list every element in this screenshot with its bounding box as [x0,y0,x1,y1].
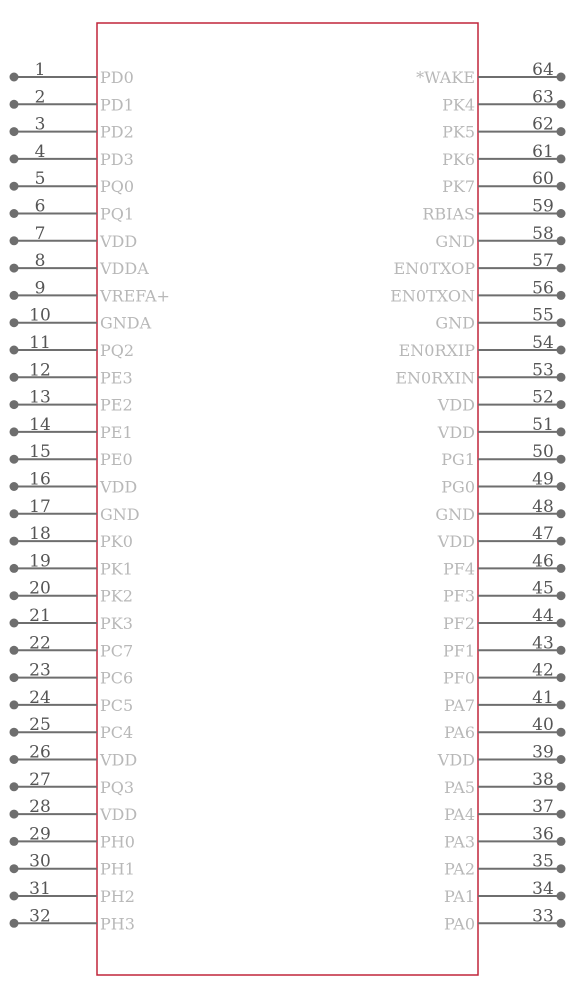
pin-7 [10,224,138,251]
pin-name: PA5 [443,777,475,797]
pin-number: 46 [532,551,554,572]
pin-number: 11 [29,333,51,353]
pin-48 [435,497,565,524]
pin-name: PF0 [442,668,475,688]
pin-number: 61 [532,141,554,162]
pin-4 [10,142,134,169]
pin-number: 44 [532,606,554,626]
pin-name: PK2 [100,586,133,606]
pin-name: GND [435,313,475,333]
pin-name: PE3 [100,368,133,388]
pin-endpoint-dot [10,482,19,491]
pin-endpoint-dot [10,127,19,136]
pin-name: EN0TXOP [393,259,475,279]
pin-number: 51 [532,414,554,435]
pin-number: 52 [532,387,554,408]
pin-51 [437,415,566,442]
pin-number: 2 [34,87,46,108]
pin-endpoint-dot [557,73,566,82]
pin-endpoint-dot [10,619,19,628]
pin-name: VDD [100,750,138,770]
pin-29 [10,824,135,851]
pin-endpoint-dot [557,373,566,382]
pin-name: PC7 [100,641,134,661]
pin-11 [10,333,135,360]
pin-18 [10,524,133,551]
pin-name: PK6 [442,149,475,169]
pin-endpoint-dot [557,728,566,737]
pin-name: PC5 [100,695,134,715]
pin-endpoint-dot [557,318,566,327]
pin-38 [444,770,566,797]
pin-endpoint-dot [10,810,19,819]
pin-name: PE0 [100,450,133,470]
pin-number: 29 [29,824,51,845]
pin-endpoint-dot [557,892,566,901]
pin-36 [444,824,566,851]
pin-52 [437,388,566,415]
pin-endpoint-dot [557,346,566,355]
pin-number: 24 [29,687,51,708]
pin-30 [10,852,135,879]
pin-number: 23 [29,660,51,681]
pin-endpoint-dot [557,864,566,873]
pin-number: 8 [34,251,46,272]
pin-name: VDD [100,231,138,251]
pin-endpoint-dot [10,236,19,245]
pin-23 [10,661,134,688]
pin-25 [10,715,134,742]
pin-endpoint-dot [557,591,566,600]
pin-number: 9 [34,278,46,299]
pin-name: PH2 [100,887,135,906]
pin-endpoint-dot [557,646,566,655]
pin-endpoint-dot [557,264,566,273]
pin-endpoint-dot [10,291,19,300]
pin-endpoint-dot [10,400,19,409]
pin-number: 36 [532,824,554,845]
pin-number: 26 [29,742,51,763]
pin-number: 47 [532,524,554,545]
pin-number: 57 [532,251,554,272]
pin-number: 20 [29,578,51,599]
pin-endpoint-dot [557,455,566,464]
pin-endpoint-dot [10,209,19,218]
pin-14 [10,415,133,442]
pin-number: 32 [29,906,51,927]
pin-name: PF1 [442,641,475,661]
pin-name: PK3 [100,614,133,633]
pin-endpoint-dot [557,291,566,300]
pin-endpoint-dot [10,346,19,355]
pin-name: PA7 [443,695,475,715]
pin-number: 34 [532,879,554,899]
pin-number: 25 [29,715,51,736]
pin-31 [10,879,135,906]
pin-endpoint-dot [10,455,19,464]
pin-name: GNDA [100,313,152,333]
pin-54 [399,333,566,360]
pin-number: 38 [532,769,554,790]
pin-endpoint-dot [557,182,566,191]
pin-1 [10,60,134,87]
pin-name: PK5 [442,122,475,142]
pin-58 [435,224,565,251]
pin-number: 56 [532,278,554,299]
pin-20 [10,579,133,606]
pin-name: PE1 [100,422,133,442]
pin-endpoint-dot [10,919,19,928]
pin-number: 28 [29,797,51,818]
pin-name: PQ2 [100,341,135,360]
pin-name: PQ3 [100,777,135,797]
pin-number: 39 [532,742,554,763]
pin-name: PK4 [442,95,475,115]
pin-41 [444,688,566,715]
pin-33 [444,906,566,933]
pin-name: PD1 [100,95,134,115]
pin-number: 62 [532,114,554,135]
pin-endpoint-dot [10,591,19,600]
pin-number: 10 [29,305,51,326]
pin-name: PD0 [100,68,134,87]
pin-endpoint-dot [10,182,19,191]
pin-24 [10,688,134,715]
pin-endpoint-dot [10,673,19,682]
pin-6 [10,197,135,224]
pin-number: 58 [532,223,554,244]
pin-endpoint-dot [557,100,566,109]
pin-endpoint-dot [10,700,19,709]
pin-19 [10,551,133,578]
pin-name: PK0 [100,532,133,552]
pin-61 [442,142,565,169]
pin-endpoint-dot [557,919,566,928]
pin-name: PH3 [100,914,135,934]
pin-name: PA4 [443,805,475,825]
pin-name: GND [100,504,140,524]
pin-number: 22 [29,633,51,654]
pin-name: GND [435,504,475,524]
pin-name: GND [435,231,475,251]
pin-name: PE2 [100,395,133,415]
pin-number: 41 [532,687,554,708]
pin-number: 13 [29,387,51,408]
pin-endpoint-dot [10,100,19,109]
pin-number: 45 [532,578,554,599]
pin-number: 43 [532,633,554,654]
pin-50 [441,442,565,469]
pin-number: 18 [29,524,51,545]
pin-number: 31 [29,879,51,899]
pin-62 [442,115,565,142]
pin-37 [444,797,566,824]
pin-46 [443,551,566,578]
pin-15 [10,442,133,469]
pin-number: 12 [29,360,51,381]
pin-name: PG1 [441,450,475,470]
pin-45 [443,579,566,606]
pin-number: 37 [532,797,554,818]
pin-47 [437,524,566,551]
pin-number: 16 [29,469,51,490]
pin-number: 59 [532,196,554,217]
pin-name: PC6 [100,668,134,688]
pin-name: PF2 [442,614,475,633]
pin-name: PG0 [441,477,475,497]
pin-59 [422,197,565,224]
pin-endpoint-dot [557,755,566,764]
pin-8 [10,251,150,278]
pin-name: EN0RXIN [395,368,475,388]
pin-number: 54 [532,333,554,353]
pin-endpoint-dot [557,209,566,218]
pin-2 [10,87,134,114]
pin-16 [10,470,138,497]
pin-number: 19 [29,551,51,572]
pin-number: 15 [29,442,51,463]
pin-endpoint-dot [10,892,19,901]
pin-endpoint-dot [557,810,566,819]
pin-number: 55 [532,305,554,326]
pin-name: PQ1 [100,204,135,224]
pin-57 [393,251,565,278]
pin-number: 14 [29,414,51,435]
pin-64 [416,60,565,87]
pin-number: 53 [532,360,554,381]
pin-name: PH0 [100,832,135,852]
pin-number: 1 [34,60,46,80]
pin-name: *WAKE [416,68,475,87]
pin-endpoint-dot [557,782,566,791]
pin-35 [444,852,566,879]
pin-number: 4 [34,141,46,162]
pin-number: 63 [532,87,554,108]
ic-body-outline [97,23,478,975]
pin-63 [442,87,565,114]
pin-endpoint-dot [557,154,566,163]
pin-name: PC4 [100,723,134,743]
pin-21 [10,606,133,633]
pin-endpoint-dot [10,728,19,737]
pin-name: RBIAS [422,204,475,224]
pin-17 [10,497,140,524]
pin-endpoint-dot [10,537,19,546]
pin-endpoint-dot [10,646,19,655]
pin-49 [441,470,565,497]
pin-28 [10,797,138,824]
pin-endpoint-dot [10,318,19,327]
pin-number: 33 [532,906,554,927]
pin-27 [10,770,135,797]
pin-60 [442,169,565,196]
pin-number: 3 [34,114,46,135]
pin-number: 30 [29,851,51,872]
pin-number: 40 [532,715,554,736]
pin-name: EN0TXON [390,286,475,306]
pin-number: 17 [29,496,51,517]
pin-name: VDD [437,422,475,442]
pin-name: VDD [100,477,138,497]
pin-53 [395,360,565,387]
pin-42 [443,661,566,688]
pin-name: PK7 [442,177,475,197]
pin-number: 42 [532,660,554,681]
pin-name: PA6 [443,723,475,743]
pin-43 [443,633,566,660]
pin-number: 49 [532,469,554,490]
pin-endpoint-dot [557,619,566,628]
pin-9 [10,278,170,305]
pin-endpoint-dot [10,73,19,82]
pin-3 [10,115,134,142]
pin-endpoint-dot [10,564,19,573]
pin-number: 6 [34,196,46,217]
pin-name: VREFA+ [100,286,170,306]
pin-endpoint-dot [10,154,19,163]
pin-endpoint-dot [557,509,566,518]
pin-endpoint-dot [10,373,19,382]
pin-10 [10,306,152,333]
pin-number: 50 [532,442,554,463]
pin-name: PA3 [443,832,475,852]
pin-name: VDD [437,750,475,770]
pin-number: 5 [34,169,46,190]
pin-name: PK1 [100,559,133,579]
pin-name: PD3 [100,149,134,169]
pin-endpoint-dot [557,537,566,546]
pin-name: PH1 [100,859,135,879]
pin-endpoint-dot [557,400,566,409]
pin-endpoint-dot [557,673,566,682]
pin-endpoint-dot [557,700,566,709]
pin-name: EN0RXIP [398,341,475,360]
pin-endpoint-dot [10,509,19,518]
pin-name: VDD [100,805,138,825]
pin-number: 7 [34,223,46,244]
pin-endpoint-dot [557,127,566,136]
pin-number: 35 [532,851,554,872]
left-pin-group [10,60,170,933]
pin-44 [443,606,566,633]
pin-endpoint-dot [557,236,566,245]
pin-endpoint-dot [10,837,19,846]
pin-12 [10,360,133,387]
pin-34 [444,879,566,906]
pin-number: 21 [29,606,51,626]
pin-39 [437,743,566,770]
pin-name: PQ0 [100,177,135,197]
pin-name: VDDA [100,259,149,279]
pin-name: PA1 [443,887,475,906]
pin-endpoint-dot [557,564,566,573]
pin-endpoint-dot [10,755,19,764]
pin-name: PD2 [100,122,134,142]
pin-5 [10,169,135,196]
pin-40 [444,715,566,742]
pin-name: PA0 [443,914,475,934]
pin-endpoint-dot [10,864,19,873]
pin-55 [435,306,565,333]
pin-22 [10,633,134,660]
pin-name: VDD [437,532,475,552]
pin-name: PA2 [443,859,475,879]
pin-endpoint-dot [557,427,566,436]
pin-number: 64 [532,60,554,80]
pin-name: VDD [437,395,475,415]
pin-number: 27 [29,769,51,790]
pin-number: 60 [532,169,554,190]
pin-13 [10,388,133,415]
pin-endpoint-dot [557,482,566,491]
pin-name: PF3 [442,586,475,606]
pin-endpoint-dot [10,264,19,273]
pin-name: PF4 [442,559,475,579]
pin-26 [10,743,138,770]
pin-number: 48 [532,496,554,517]
pin-32 [10,906,135,933]
pin-endpoint-dot [557,837,566,846]
pin-endpoint-dot [10,782,19,791]
pin-endpoint-dot [10,427,19,436]
